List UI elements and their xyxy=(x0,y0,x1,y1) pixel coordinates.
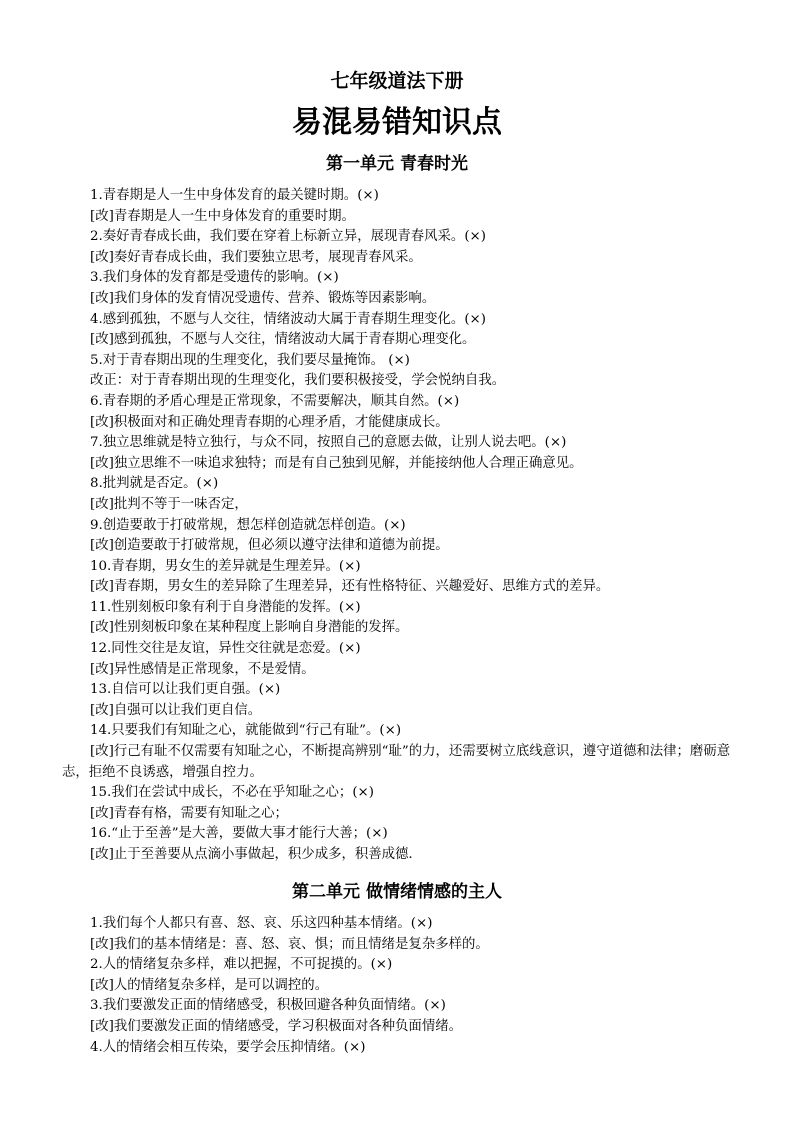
unit-1-title: 第一单元 青春时光 xyxy=(326,154,468,174)
list-item: [改]我们身体的发育情况受遗传、营养、锻炼等因素影响。 xyxy=(90,290,436,306)
list-item: [改]止于至善要从点滴小事做起，积少成多，积善成德. xyxy=(90,847,413,862)
list-item: [改]人的情绪复杂多样，是可以调控的。 xyxy=(90,977,329,993)
list-item: 10.青春期，男女生的差异就是生理差异。(×) xyxy=(90,558,361,574)
document-title-big: 易混易错知识点 xyxy=(292,105,502,140)
list-item: 16.“止于至善”是大善，要做大事才能行大善；(×) xyxy=(90,826,388,842)
unit-2-title: 第二单元 做情绪情感的主人 xyxy=(292,882,502,902)
list-item: 8.批判就是否定。(×) xyxy=(90,476,219,492)
list-item: 3.我们要激发正面的情绪感受，积极回避各种负面情绪。(×) xyxy=(90,998,446,1014)
unit-1-lines xyxy=(62,186,742,866)
list-item: [改]创造要敢于打破常规，但必须以遵守法律和道德为前提。 xyxy=(90,538,449,554)
list-item: 4.感到孤独，不愿与人交往，情绪波动大属于青春期生理变化。(×) xyxy=(90,311,486,327)
list-item: 15.我们在尝试中成长，不必在乎知耻之心；(×) xyxy=(90,785,374,801)
list-item: [改]批判不等于一味否定， xyxy=(90,496,248,512)
list-item: [改]青春期是人一生中身体发育的重要时期。 xyxy=(90,208,355,224)
list-item: 13.自信可以让我们更自强。(×) xyxy=(90,682,281,698)
list-item: [改]自强可以让我们更自信。 xyxy=(90,702,262,718)
list-item: [改]我们要激发正面的情绪感受，学习积极面对各种负面情绪。 xyxy=(90,1018,462,1034)
list-item: 1.青春期是人一生中身体发育的最关键时期。(×) xyxy=(90,188,379,203)
list-item: 7.独立思维就是特立独行，与众不同，按照自己的意愿去做，让别人说去吧。(×) xyxy=(90,435,567,451)
list-item: 1.我们每个人都只有喜、怒、哀、乐这四种基本情绪。(×) xyxy=(90,916,433,931)
list-item: [改]性别刻板印象在某种程度上影响自身潜能的发挥。 xyxy=(90,620,409,636)
list-item: [改]我们的基本情绪是：喜、怒、哀、惧；而且情绪是复杂多样的。 xyxy=(90,936,489,952)
unit-2-lines xyxy=(62,914,742,1058)
list-item: [改]奏好青春成长曲，我们要独立思考，展现青春风采。 xyxy=(90,249,422,265)
list-item: 6.青春期的矛盾心理是正常现象，不需要解决，顺其自然。(×) xyxy=(90,393,460,409)
list-item: 3.我们身体的发育都是受遗传的影响。(×) xyxy=(90,270,339,286)
list-item: 改正：对于青春期出现的生理变化，我们要积极接受，学会悦纳自我。 xyxy=(90,373,506,389)
list-item: 4.人的情绪会相互传染，要学会压抑情绪。(×) xyxy=(90,1039,366,1055)
list-item: [改]独立思维不一味追求独特；而是有自己独到见解，并能接纳他人合理正确意见。 xyxy=(90,455,583,471)
list-item: 2.奏好青春成长曲，我们要在穿着上标新立异，展现青春风采。(×) xyxy=(90,229,486,245)
list-item: 12.同性交往是友谊，异性交往就是恋爱。(×) xyxy=(90,641,361,657)
list-item: [改]感到孤独，不愿与人交往，情绪波动大属于青春期心理变化。 xyxy=(90,332,476,348)
list-item: [改]青春期，男女生的差异除了生理差异，还有性格特征、兴趣爱好、思维方式的差异。 xyxy=(90,579,610,595)
list-item: [改]积极面对和正确处理青春期的心理矛盾，才能健康成长。 xyxy=(90,414,449,430)
list-item: [改]行己有耻不仅需要有知耻之心，不断提高辨别“耻”的力，还需要树立底线意识，遵守道德和法律；磨砺意志，拒绝不良诱惑，增强自控力。 xyxy=(62,744,731,780)
document-title-small: 七年级道法下册 xyxy=(330,70,464,92)
list-item: 9.创造要敢于打破常规，想怎样创造就怎样创造。(×) xyxy=(90,517,406,533)
list-item: 11.性别刻板印象有利于自身潜能的发挥。(×) xyxy=(90,599,361,615)
list-item: 5.对于青春期出现的生理变化，我们要尽量掩饰。 (×) xyxy=(90,352,410,368)
list-item: [改]异性感情是正常现象，不是爱情。 xyxy=(90,661,315,677)
list-item: 14.只要我们有知耻之心，就能做到“行己有耻”。(×) xyxy=(90,723,402,739)
list-item: [改]青春有格，需要有知耻之心； xyxy=(90,805,288,821)
list-item: 2.人的情绪复杂多样，难以把握，不可捉摸的。(×) xyxy=(90,957,393,973)
